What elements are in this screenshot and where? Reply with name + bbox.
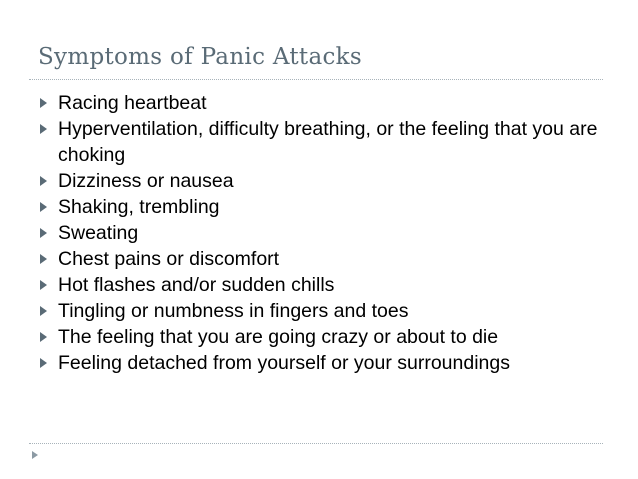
bullet-item xyxy=(38,298,618,324)
bullet-text: Feeling detached from yourself or your surroundings xyxy=(58,352,510,374)
bullet-list xyxy=(38,90,618,376)
triangle-right-icon xyxy=(40,202,47,212)
bullet-text: Shaking, trembling xyxy=(58,196,220,218)
bullet-text: Sweating xyxy=(58,222,139,244)
bullet-text: Racing heartbeat xyxy=(58,92,207,114)
bullet-text: Tingling or numbness in fingers and toes xyxy=(58,300,409,322)
triangle-right-icon xyxy=(40,358,47,368)
triangle-right-icon xyxy=(40,332,47,342)
bullet-text: Hyperventilation, difficulty breathing, or the feeling that you are choking xyxy=(58,118,598,166)
bullet-item xyxy=(38,220,618,246)
bullet-text: Dizziness or nausea xyxy=(58,170,234,192)
bullet-item xyxy=(38,350,618,376)
bullet-item xyxy=(38,194,618,220)
bullet-item xyxy=(38,116,618,168)
triangle-right-icon xyxy=(32,451,38,459)
triangle-right-icon xyxy=(40,124,47,134)
triangle-right-icon xyxy=(40,176,47,186)
bullet-item xyxy=(38,90,618,116)
triangle-right-icon xyxy=(40,98,47,108)
footer-divider xyxy=(29,443,603,444)
title-divider xyxy=(29,79,603,80)
bullet-text: Chest pains or discomfort xyxy=(58,248,280,270)
bullet-item xyxy=(38,272,618,298)
bullet-text: Hot flashes and/or sudden chills xyxy=(58,274,335,296)
bullet-item xyxy=(38,168,618,194)
triangle-right-icon xyxy=(40,254,47,264)
slide-title: Symptoms of Panic Attacks xyxy=(38,44,363,70)
triangle-right-icon xyxy=(40,228,47,238)
bullet-item xyxy=(38,246,618,272)
triangle-right-icon xyxy=(40,280,47,290)
triangle-right-icon xyxy=(40,306,47,316)
bullet-item xyxy=(38,324,618,350)
bullet-text: The feeling that you are going crazy or about to die xyxy=(58,326,499,348)
